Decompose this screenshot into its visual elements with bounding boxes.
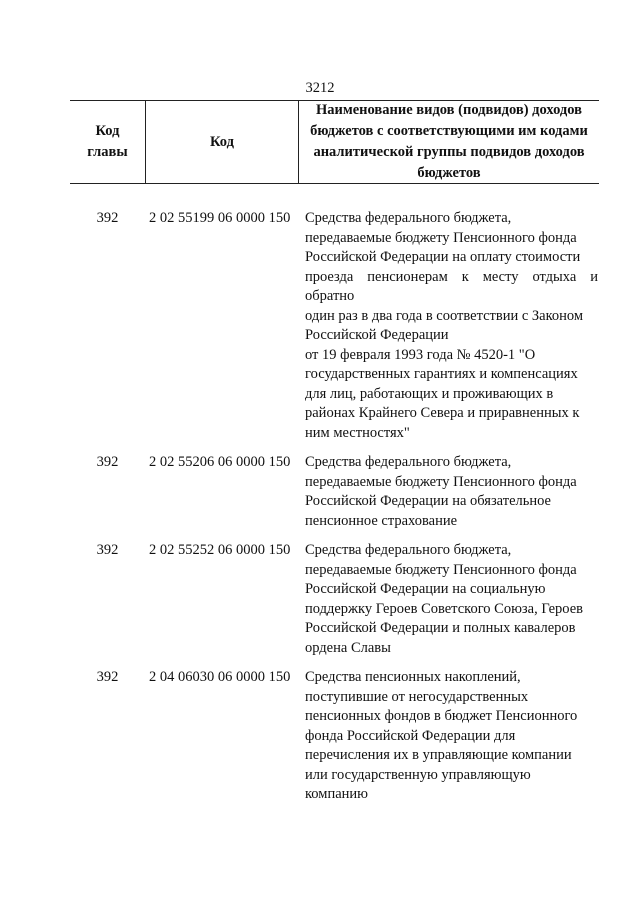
table-row <box>70 209 599 443</box>
description-line: пенсионное страхование <box>305 512 458 529</box>
description-line: Российской Федерации на социальную <box>305 581 546 597</box>
header-name-line: бюджетов <box>417 165 481 181</box>
description-line: государственных гарантиях и компенсациях <box>305 366 578 382</box>
table-header <box>70 100 599 184</box>
description-cell <box>305 453 598 531</box>
chapter-code-cell: 392 <box>96 542 119 558</box>
description-line: передаваемые бюджету Пенсионного фонда <box>305 561 577 578</box>
description-line: Российской Федерации на обязательное <box>305 493 551 509</box>
income-code-cell: 2 02 55252 06 0000 150 <box>149 542 291 558</box>
description-line: передаваемые бюджету Пенсионного фонда <box>305 473 577 490</box>
description-cell <box>305 668 598 805</box>
header-chapter-code-line: Код <box>95 123 120 139</box>
description-line: Средства федерального бюджета, <box>305 454 512 470</box>
income-code-cell: 2 02 55206 06 0000 150 <box>149 454 291 470</box>
description-line: проезда пенсионерам к месту отдыха и обратно <box>305 268 598 304</box>
table-body <box>70 209 599 815</box>
description-line: фонда Российской Федерации для <box>305 727 516 744</box>
description-line: поступившие от негосударственных <box>305 688 529 705</box>
description-line: Средства федерального бюджета, <box>305 210 512 226</box>
header-name-line: аналитической группы подвидов доходов <box>313 144 585 160</box>
chapter-code-cell: 392 <box>96 210 119 226</box>
description-line: ним местностях" <box>305 424 410 441</box>
description-line: районах Крайнего Севера и приравненных к <box>305 405 580 421</box>
description-line: Российской Федерации <box>305 327 449 343</box>
chapter-code-cell: 392 <box>96 669 119 685</box>
header-chapter-code <box>70 101 146 183</box>
header-name-line: Наименование видов (подвидов) доходов <box>315 102 582 118</box>
description-line: Средства пенсионных накоплений, <box>305 669 521 685</box>
description-line: Средства федерального бюджета, <box>305 542 512 558</box>
description-line: Российской Федерации и полных кавалеров <box>305 620 576 636</box>
description-line: от 19 февраля 1993 года № 4520-1 "О <box>305 346 536 363</box>
description-cell <box>305 541 598 658</box>
description-line: передаваемые бюджету Пенсионного фонда <box>305 229 577 246</box>
page-number: 3212 <box>305 80 335 96</box>
table-row <box>70 541 599 658</box>
header-name <box>299 101 599 183</box>
table-row <box>70 668 599 805</box>
description-line: компанию <box>305 786 369 802</box>
chapter-code-cell: 392 <box>96 454 119 470</box>
description-line: перечисления их в управляющие компании <box>305 747 572 763</box>
income-code-cell: 2 02 55199 06 0000 150 <box>149 210 291 226</box>
description-line: для лиц, работающих и проживающих в <box>305 385 554 402</box>
header-code: Код <box>146 101 299 183</box>
header-chapter-code-line: главы <box>87 144 128 160</box>
description-cell <box>305 209 598 443</box>
description-line: поддержку Героев Советского Союза, Героев <box>305 600 583 617</box>
description-line: Российской Федерации на оплату стоимости <box>305 249 581 265</box>
description-line: пенсионных фондов в бюджет Пенсионного <box>305 708 578 724</box>
description-line: ордена Славы <box>305 639 391 656</box>
description-line: или государственную управляющую <box>305 766 531 783</box>
description-line: один раз в два года в соответствии с Законом <box>305 307 584 324</box>
header-name-line: бюджетов с соответствующими им кодами <box>310 123 588 139</box>
table-row <box>70 453 599 531</box>
income-code-cell: 2 04 06030 06 0000 150 <box>149 669 291 685</box>
